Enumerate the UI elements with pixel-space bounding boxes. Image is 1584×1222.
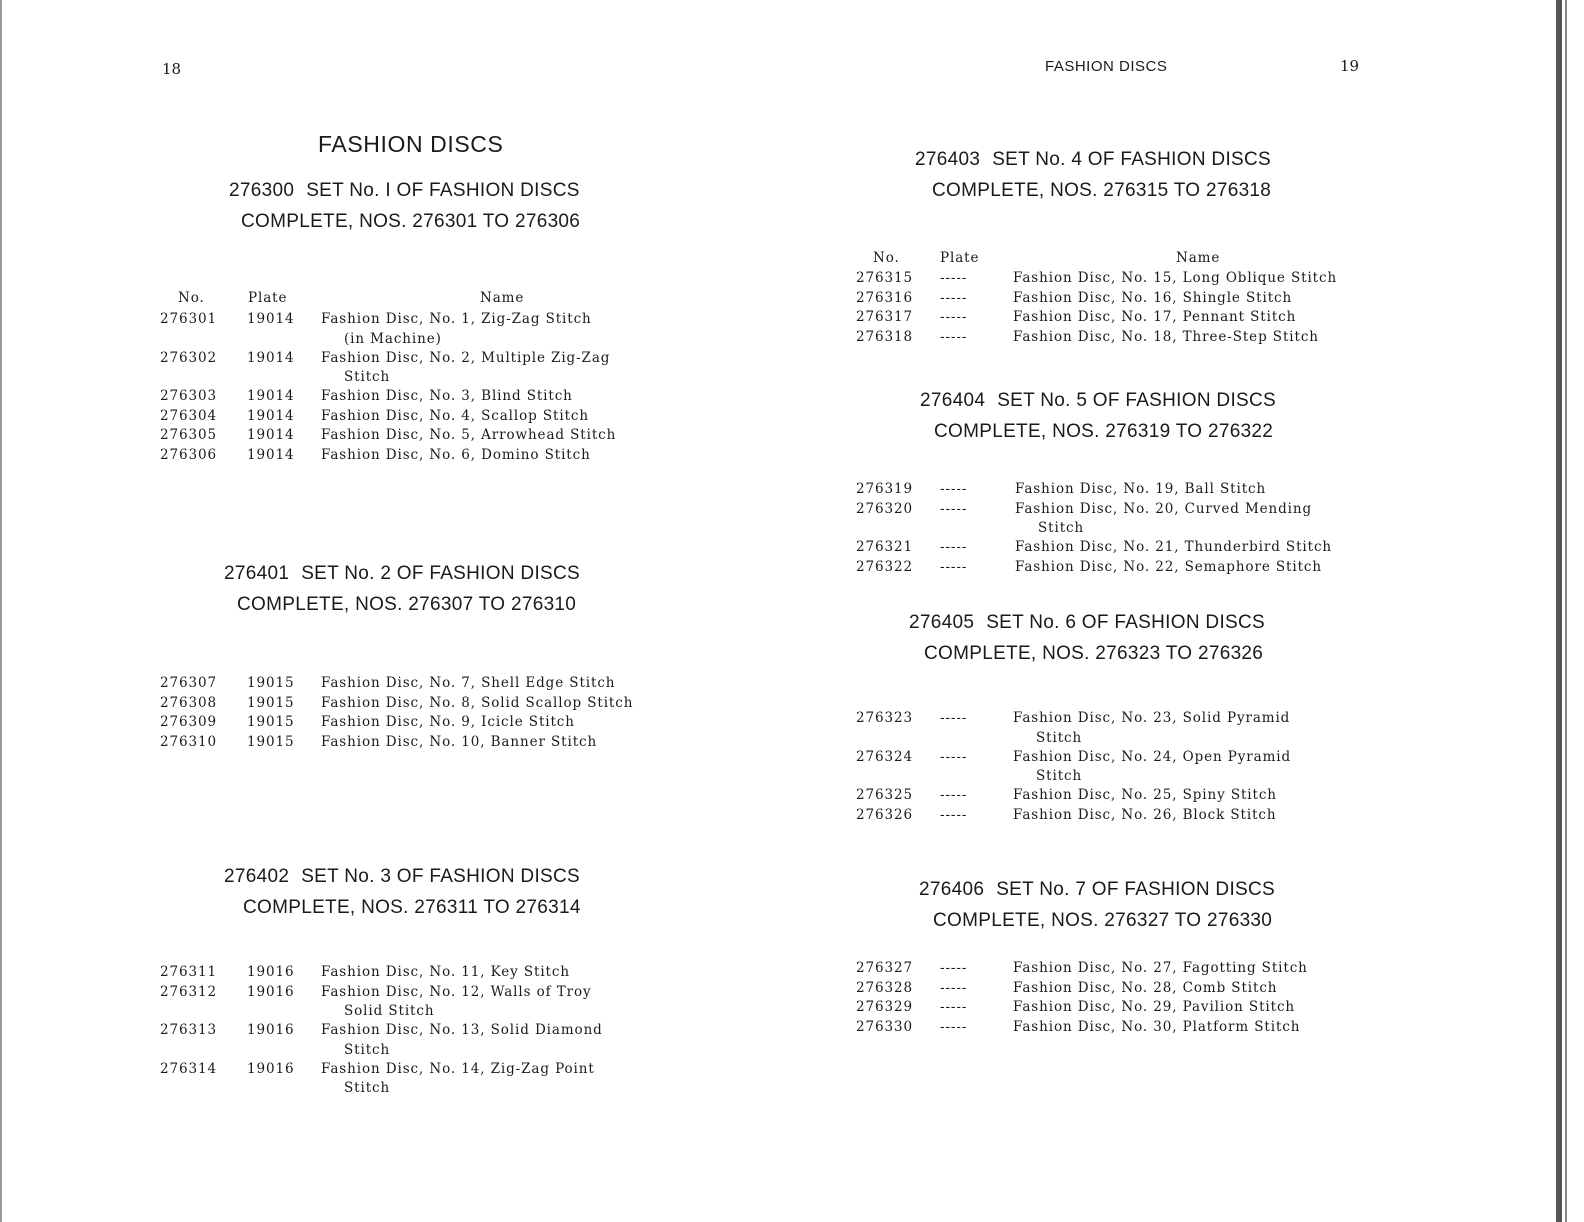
part-name: Fashion Disc, No. 11, Key Stitch (321, 964, 570, 980)
part-number: 276318 (856, 328, 913, 345)
plate-number: 19014 (247, 446, 295, 463)
right-column-headers (856, 250, 1356, 270)
part-number: 276306 (160, 446, 217, 463)
table-row (856, 538, 1376, 558)
part-name: Fashion Disc, No. 28, Comb Stitch (1013, 979, 1278, 996)
plate-number: ----- (940, 748, 968, 765)
table-row (856, 998, 1376, 1018)
col-name-header: Name (1176, 250, 1221, 266)
page-edge-right (1556, 0, 1562, 1222)
part-name: Fashion Disc, No. 6, Domino Stitch (321, 446, 591, 463)
set-6-table (856, 709, 1376, 825)
part-number: 276326 (856, 806, 913, 823)
part-name: Fashion Disc, No. 13, Solid Diamond Stitch (321, 1022, 603, 1058)
set-4-heading (915, 149, 1271, 171)
table-row (856, 748, 1376, 787)
part-number: 276310 (160, 733, 217, 750)
part-name: Fashion Disc, No. 8, Solid Scallop Stitch (321, 694, 634, 711)
plate-number: ----- (940, 979, 968, 996)
table-row (160, 387, 660, 407)
part-name: Fashion Disc, No. 21, Thunderbird Stitch (1015, 539, 1333, 555)
part-number: 276313 (160, 1022, 217, 1038)
left-column-headers (160, 290, 640, 310)
page-edge-right-thin (1565, 0, 1567, 1222)
plate-number: 19015 (247, 675, 295, 691)
part-name: Fashion Disc, No. 3, Blind Stitch (321, 388, 573, 404)
set-3-subheading: COMPLETE, NOS. 276311 TO 276314 (243, 897, 581, 918)
col-no-header: No. (178, 290, 205, 306)
part-name: Fashion Disc, No. 15, Long Oblique Stitch (1013, 270, 1338, 286)
set-4-table (856, 269, 1376, 347)
set-1-title: SET No. I OF FASHION DISCS (306, 180, 580, 201)
part-name: Fashion Disc, No. 14, Zig-Zag Point Stitch (321, 1060, 595, 1096)
set-3-title: SET No. 3 OF FASHION DISCS (301, 866, 580, 887)
part-name: Fashion Disc, No. 26, Block Stitch (1013, 806, 1277, 823)
part-name: Fashion Disc, No. 30, Platform Stitch (1013, 1018, 1301, 1035)
part-name: Fashion Disc, No. 7, Shell Edge Stitch (321, 675, 616, 691)
part-number: 276323 (856, 710, 913, 726)
set-5-heading (920, 390, 1276, 412)
part-name: Fashion Disc, No. 23, Solid Pyramid Stitch (1013, 710, 1291, 746)
plate-number: ----- (940, 787, 968, 803)
set-3-table (160, 963, 660, 1098)
part-name: Fashion Disc, No. 18, Three-Step Stitch (1013, 328, 1319, 345)
plate-number: 19014 (247, 427, 295, 443)
set-5-subheading: COMPLETE, NOS. 276319 TO 276322 (934, 421, 1274, 442)
set-2-table (160, 674, 660, 752)
part-number: 276320 (856, 500, 913, 517)
col-name-header: Name (480, 290, 525, 306)
part-number: 276316 (856, 289, 913, 306)
table-row (856, 328, 1376, 348)
set-2-title: SET No. 2 OF FASHION DISCS (301, 563, 580, 584)
table-row (856, 979, 1376, 999)
plate-number: ----- (940, 558, 968, 575)
plate-number: ----- (940, 999, 968, 1015)
plate-number: ----- (940, 806, 968, 823)
set-4-number: 276403 (915, 149, 981, 170)
part-number: 276315 (856, 270, 913, 286)
set-2-heading (224, 563, 580, 585)
part-number: 276321 (856, 539, 913, 555)
plate-number: ----- (940, 710, 968, 726)
table-row (856, 308, 1376, 328)
part-name: Fashion Disc, No. 4, Scallop Stitch (321, 407, 589, 424)
part-number: 276330 (856, 1018, 913, 1035)
set-7-table (856, 959, 1376, 1037)
part-name: Fashion Disc, No. 12, Walls of Troy Solid Stitch (321, 983, 592, 1019)
part-number: 276324 (856, 748, 913, 765)
set-7-heading (919, 879, 1275, 901)
part-number: 276329 (856, 999, 913, 1015)
plate-number: 19016 (247, 983, 295, 1000)
table-row (856, 959, 1376, 979)
table-row (160, 446, 660, 466)
part-number: 276308 (160, 694, 217, 711)
page-edge-left (0, 0, 2, 1222)
table-row (856, 1018, 1376, 1038)
table-row (160, 713, 660, 733)
plate-number: ----- (940, 960, 968, 976)
part-name: Fashion Disc, No. 9, Icicle Stitch (321, 714, 575, 730)
set-1-heading (229, 180, 580, 202)
plate-number: 19016 (247, 1022, 295, 1038)
table-row (160, 963, 660, 983)
plate-number: 19016 (247, 964, 295, 980)
part-number: 276327 (856, 960, 913, 976)
table-row (160, 407, 660, 427)
part-name: Fashion Disc, No. 19, Ball Stitch (1015, 481, 1267, 497)
part-name: Fashion Disc, No. 17, Pennant Stitch (1013, 309, 1297, 325)
part-number: 276314 (160, 1060, 217, 1077)
set-3-number: 276402 (224, 866, 290, 887)
part-name: Fashion Disc, No. 20, Curved Mending Stitch (1015, 500, 1313, 536)
plate-number: 19015 (247, 714, 295, 730)
set-7-subheading: COMPLETE, NOS. 276327 TO 276330 (933, 910, 1273, 931)
part-number: 276312 (160, 983, 217, 1000)
plate-number: 19014 (247, 349, 295, 366)
set-7-title: SET No. 7 OF FASHION DISCS (996, 879, 1275, 900)
left-page-title: FASHION DISCS (318, 131, 504, 157)
part-name: Fashion Disc, No. 5, Arrowhead Stitch (321, 427, 617, 443)
set-6-heading (909, 612, 1265, 634)
set-5-number: 276404 (920, 390, 986, 411)
part-name: Fashion Disc, No. 27, Fagotting Stitch (1013, 960, 1308, 976)
set-4-title: SET No. 4 OF FASHION DISCS (992, 149, 1271, 170)
set-1-subheading: COMPLETE, NOS. 276301 TO 276306 (241, 211, 581, 232)
plate-number: ----- (940, 309, 968, 325)
set-6-subheading: COMPLETE, NOS. 276323 TO 276326 (924, 643, 1264, 664)
table-row (160, 694, 660, 714)
set-1-table (160, 310, 660, 465)
table-row (856, 500, 1376, 539)
part-name: Fashion Disc, No. 2, Multiple Zig-Zag Stitch (321, 349, 611, 385)
part-name: Fashion Disc, No. 29, Pavilion Stitch (1013, 999, 1296, 1015)
table-row (856, 480, 1376, 500)
right-running-head: FASHION DISCS (1045, 58, 1168, 75)
table-row (160, 310, 660, 349)
table-row (856, 786, 1376, 806)
part-name: Fashion Disc, No. 22, Semaphore Stitch (1015, 558, 1322, 575)
col-plate-header: Plate (940, 250, 980, 266)
table-row (160, 674, 660, 694)
part-number: 276311 (160, 964, 217, 980)
set-7-number: 276406 (919, 879, 985, 900)
plate-number: ----- (940, 270, 968, 286)
part-name: Fashion Disc, No. 1, Zig-Zag Stitch (in Machine) (321, 311, 592, 347)
plate-number: 19015 (247, 733, 295, 750)
part-number: 276302 (160, 349, 217, 366)
part-number: 276304 (160, 407, 217, 424)
table-row (856, 289, 1376, 309)
part-number: 276305 (160, 427, 217, 443)
table-row (856, 558, 1376, 578)
col-no-header: No. (873, 250, 900, 266)
table-row (160, 349, 660, 388)
plate-number: 19016 (247, 1060, 295, 1077)
part-name: Fashion Disc, No. 10, Banner Stitch (321, 733, 598, 750)
table-row (160, 426, 660, 446)
part-number: 276319 (856, 481, 913, 497)
set-3-heading (224, 866, 580, 888)
table-row (856, 709, 1376, 748)
plate-number: 19014 (247, 407, 295, 424)
part-name: Fashion Disc, No. 16, Shingle Stitch (1013, 289, 1293, 306)
plate-number: 19014 (247, 388, 295, 404)
part-name: Fashion Disc, No. 24, Open Pyramid Stitch (1013, 748, 1292, 784)
table-row (160, 733, 660, 753)
set-5-table (856, 480, 1376, 577)
part-number: 276303 (160, 388, 217, 404)
plate-number: ----- (940, 289, 968, 306)
left-page-number: 18 (162, 60, 182, 78)
table-row (160, 983, 660, 1022)
part-name: Fashion Disc, No. 25, Spiny Stitch (1013, 787, 1277, 803)
table-row (856, 269, 1376, 289)
plate-number: ----- (940, 539, 968, 555)
col-plate-header: Plate (248, 290, 288, 306)
plate-number: 19014 (247, 311, 295, 327)
table-row (160, 1021, 660, 1060)
set-6-title: SET No. 6 OF FASHION DISCS (986, 612, 1265, 633)
part-number: 276317 (856, 309, 913, 325)
part-number: 276325 (856, 787, 913, 803)
table-row (856, 806, 1376, 826)
right-page-number: 19 (1340, 57, 1360, 75)
set-6-number: 276405 (909, 612, 975, 633)
set-1-number: 276300 (229, 180, 295, 201)
part-number: 276307 (160, 675, 217, 691)
table-row (160, 1060, 660, 1099)
set-4-subheading: COMPLETE, NOS. 276315 TO 276318 (932, 180, 1272, 201)
plate-number: ----- (940, 1018, 968, 1035)
plate-number: ----- (940, 328, 968, 345)
part-number: 276301 (160, 311, 217, 327)
plate-number: ----- (940, 500, 968, 517)
plate-number: ----- (940, 481, 968, 497)
set-2-number: 276401 (224, 563, 290, 584)
part-number: 276309 (160, 714, 217, 730)
part-number: 276322 (856, 558, 913, 575)
plate-number: 19015 (247, 694, 295, 711)
part-number: 276328 (856, 979, 913, 996)
set-2-subheading: COMPLETE, NOS. 276307 TO 276310 (237, 594, 577, 615)
set-5-title: SET No. 5 OF FASHION DISCS (997, 390, 1276, 411)
